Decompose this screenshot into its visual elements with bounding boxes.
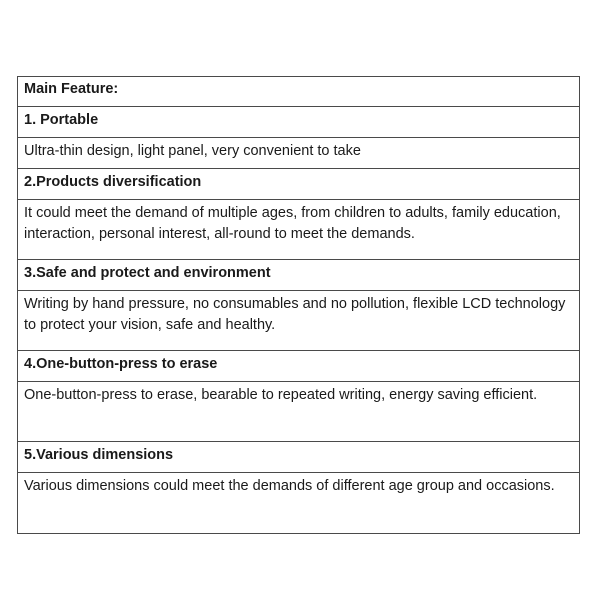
feature-description-diversification: It could meet the demand of multiple ages, from children to adults, family education, interaction, personal interest, all-round to meet the demands. <box>18 200 579 260</box>
feature-heading-portable: 1. Portable <box>18 107 579 138</box>
feature-description-erase: One-button-press to erase, bearable to repeated writing, energy saving efficient. <box>18 382 579 442</box>
feature-description-safety: Writing by hand pressure, no consumables and no pollution, flexible LCD technology to protect your vision, safe and healthy. <box>18 291 579 351</box>
table-title: Main Feature: <box>18 77 579 107</box>
feature-heading-erase: 4.One-button-press to erase <box>18 351 579 382</box>
feature-heading-dimensions: 5.Various dimensions <box>18 442 579 473</box>
feature-heading-diversification: 2.Products diversification <box>18 169 579 200</box>
feature-description-portable: Ultra-thin design, light panel, very convenient to take <box>18 138 579 169</box>
feature-description-dimensions: Various dimensions could meet the demands of different age group and occasions. <box>18 473 579 534</box>
feature-heading-safety: 3.Safe and protect and environment <box>18 260 579 291</box>
feature-table <box>17 76 580 534</box>
